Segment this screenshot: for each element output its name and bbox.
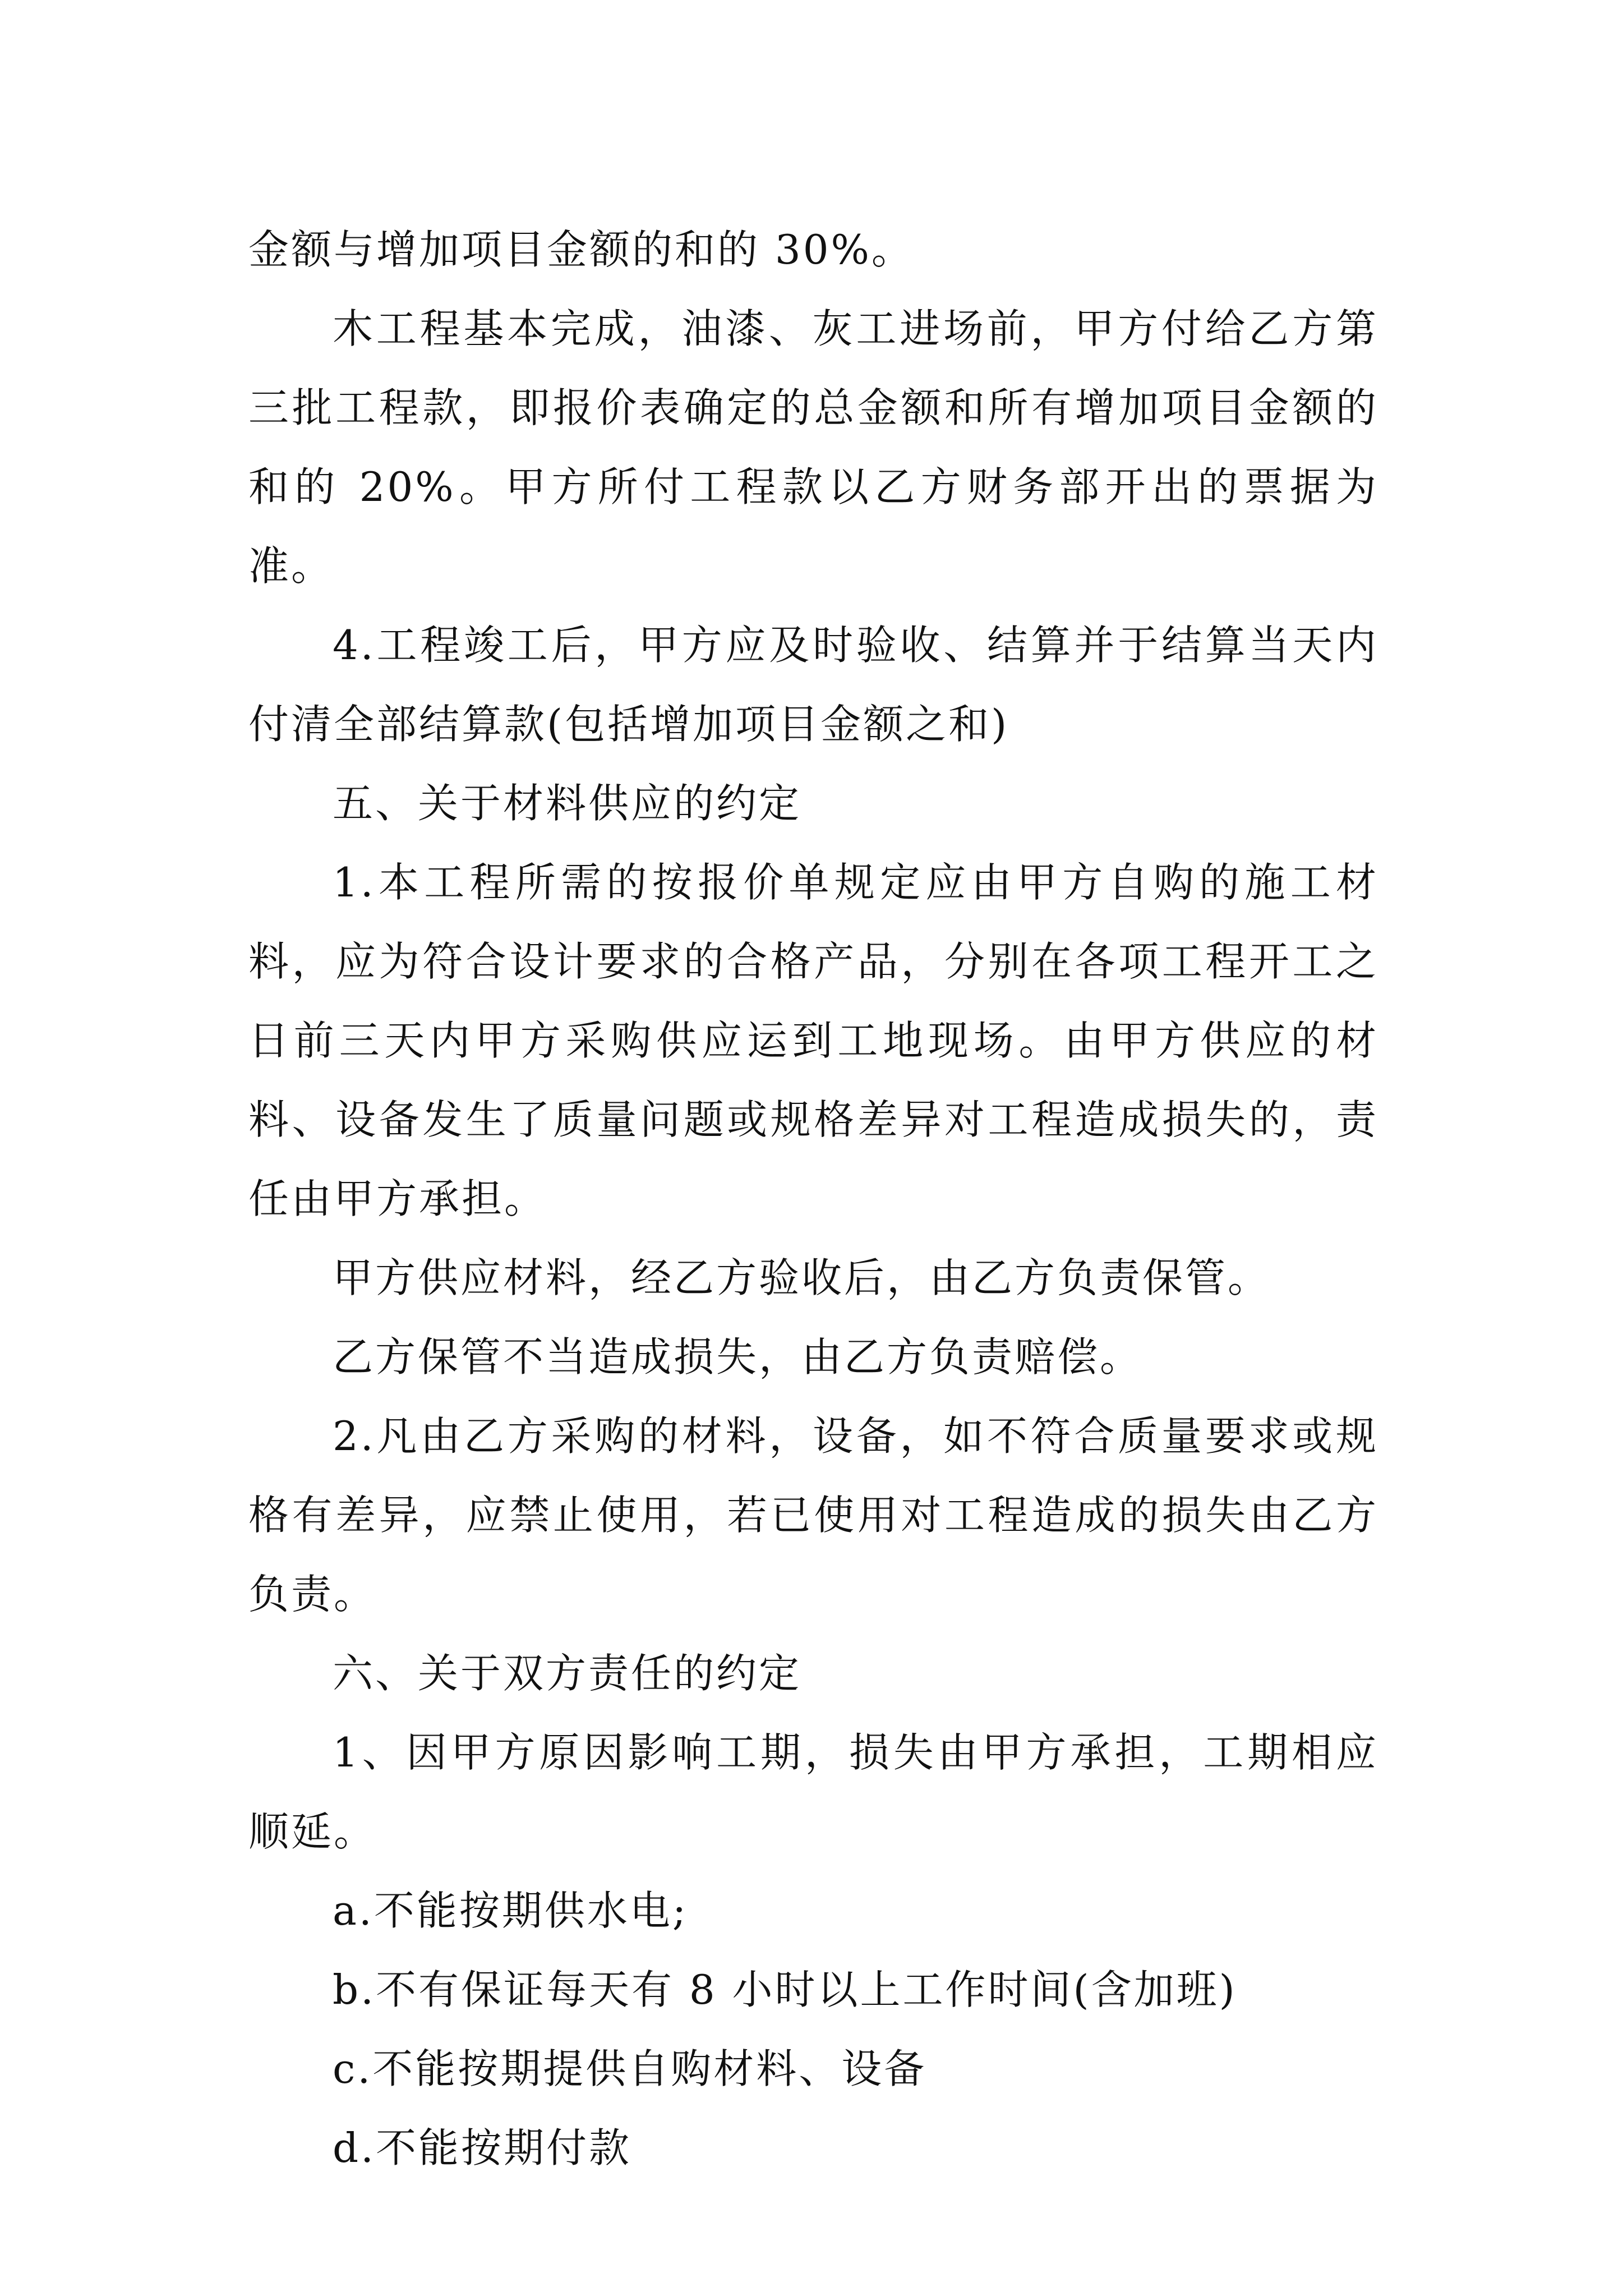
paragraph-contractor-materials: 2.凡由乙方采购的材料，设备，如不符合质量要求或规格有差异，应禁止使用，若已使用对工程造成的损失由乙方负责。	[248, 1412, 1378, 1618]
paragraph-third-installment: 木工程基本完成，油漆、灰工进场前，甲方付给乙方第三批工程款，即报价表确定的总金额和所有增加项目金额的和的 20%。甲方所付工程款以乙方财务部开出的票据为准。	[248, 305, 1378, 590]
paragraph-completion-settlement: 4.工程竣工后，甲方应及时验收、结算并于结算当天内付清全部结算款(包括增加项目金额之和)	[248, 622, 1378, 748]
paragraph-custody-loss: 乙方保管不当造成损失，由乙方负责赔偿。	[333, 1333, 1143, 1381]
list-item-a: a.不能按期供水电;	[333, 1887, 689, 1934]
paragraph-payment-30: 金额与增加项目金额的和的 30%。	[248, 226, 914, 273]
section-heading-responsibilities: 六、关于双方责任的约定	[333, 1650, 802, 1697]
list-item-b: b.不有保证每天有 8 小时以上工作时间(含加班)	[333, 1966, 1237, 2013]
paragraph-materials-custody: 甲方供应材料，经乙方验收后，由乙方负责保管。	[333, 1254, 1271, 1301]
paragraph-owner-materials: 1.本工程所需的按报价单规定应由甲方自购的施工材料，应为符合设计要求的合格产品，分别在各项工程开工之日前三天内甲方采购供应运到工地现场。由甲方供应的材料、设备发生了质量问题或规格差异对工程造成损失的，责任由甲方承担。	[248, 859, 1378, 1222]
section-heading-materials: 五、关于材料供应的约定	[333, 780, 802, 827]
paragraph-owner-delay: 1、因甲方原因影响工期，损失由甲方承担，工期相应顺延。	[248, 1729, 1378, 1855]
document-body	[248, 210, 1378, 2188]
list-item-d: d.不能按期付款	[333, 2124, 631, 2171]
list-item-c: c.不能按期提供自购材料、设备	[333, 2045, 927, 2092]
